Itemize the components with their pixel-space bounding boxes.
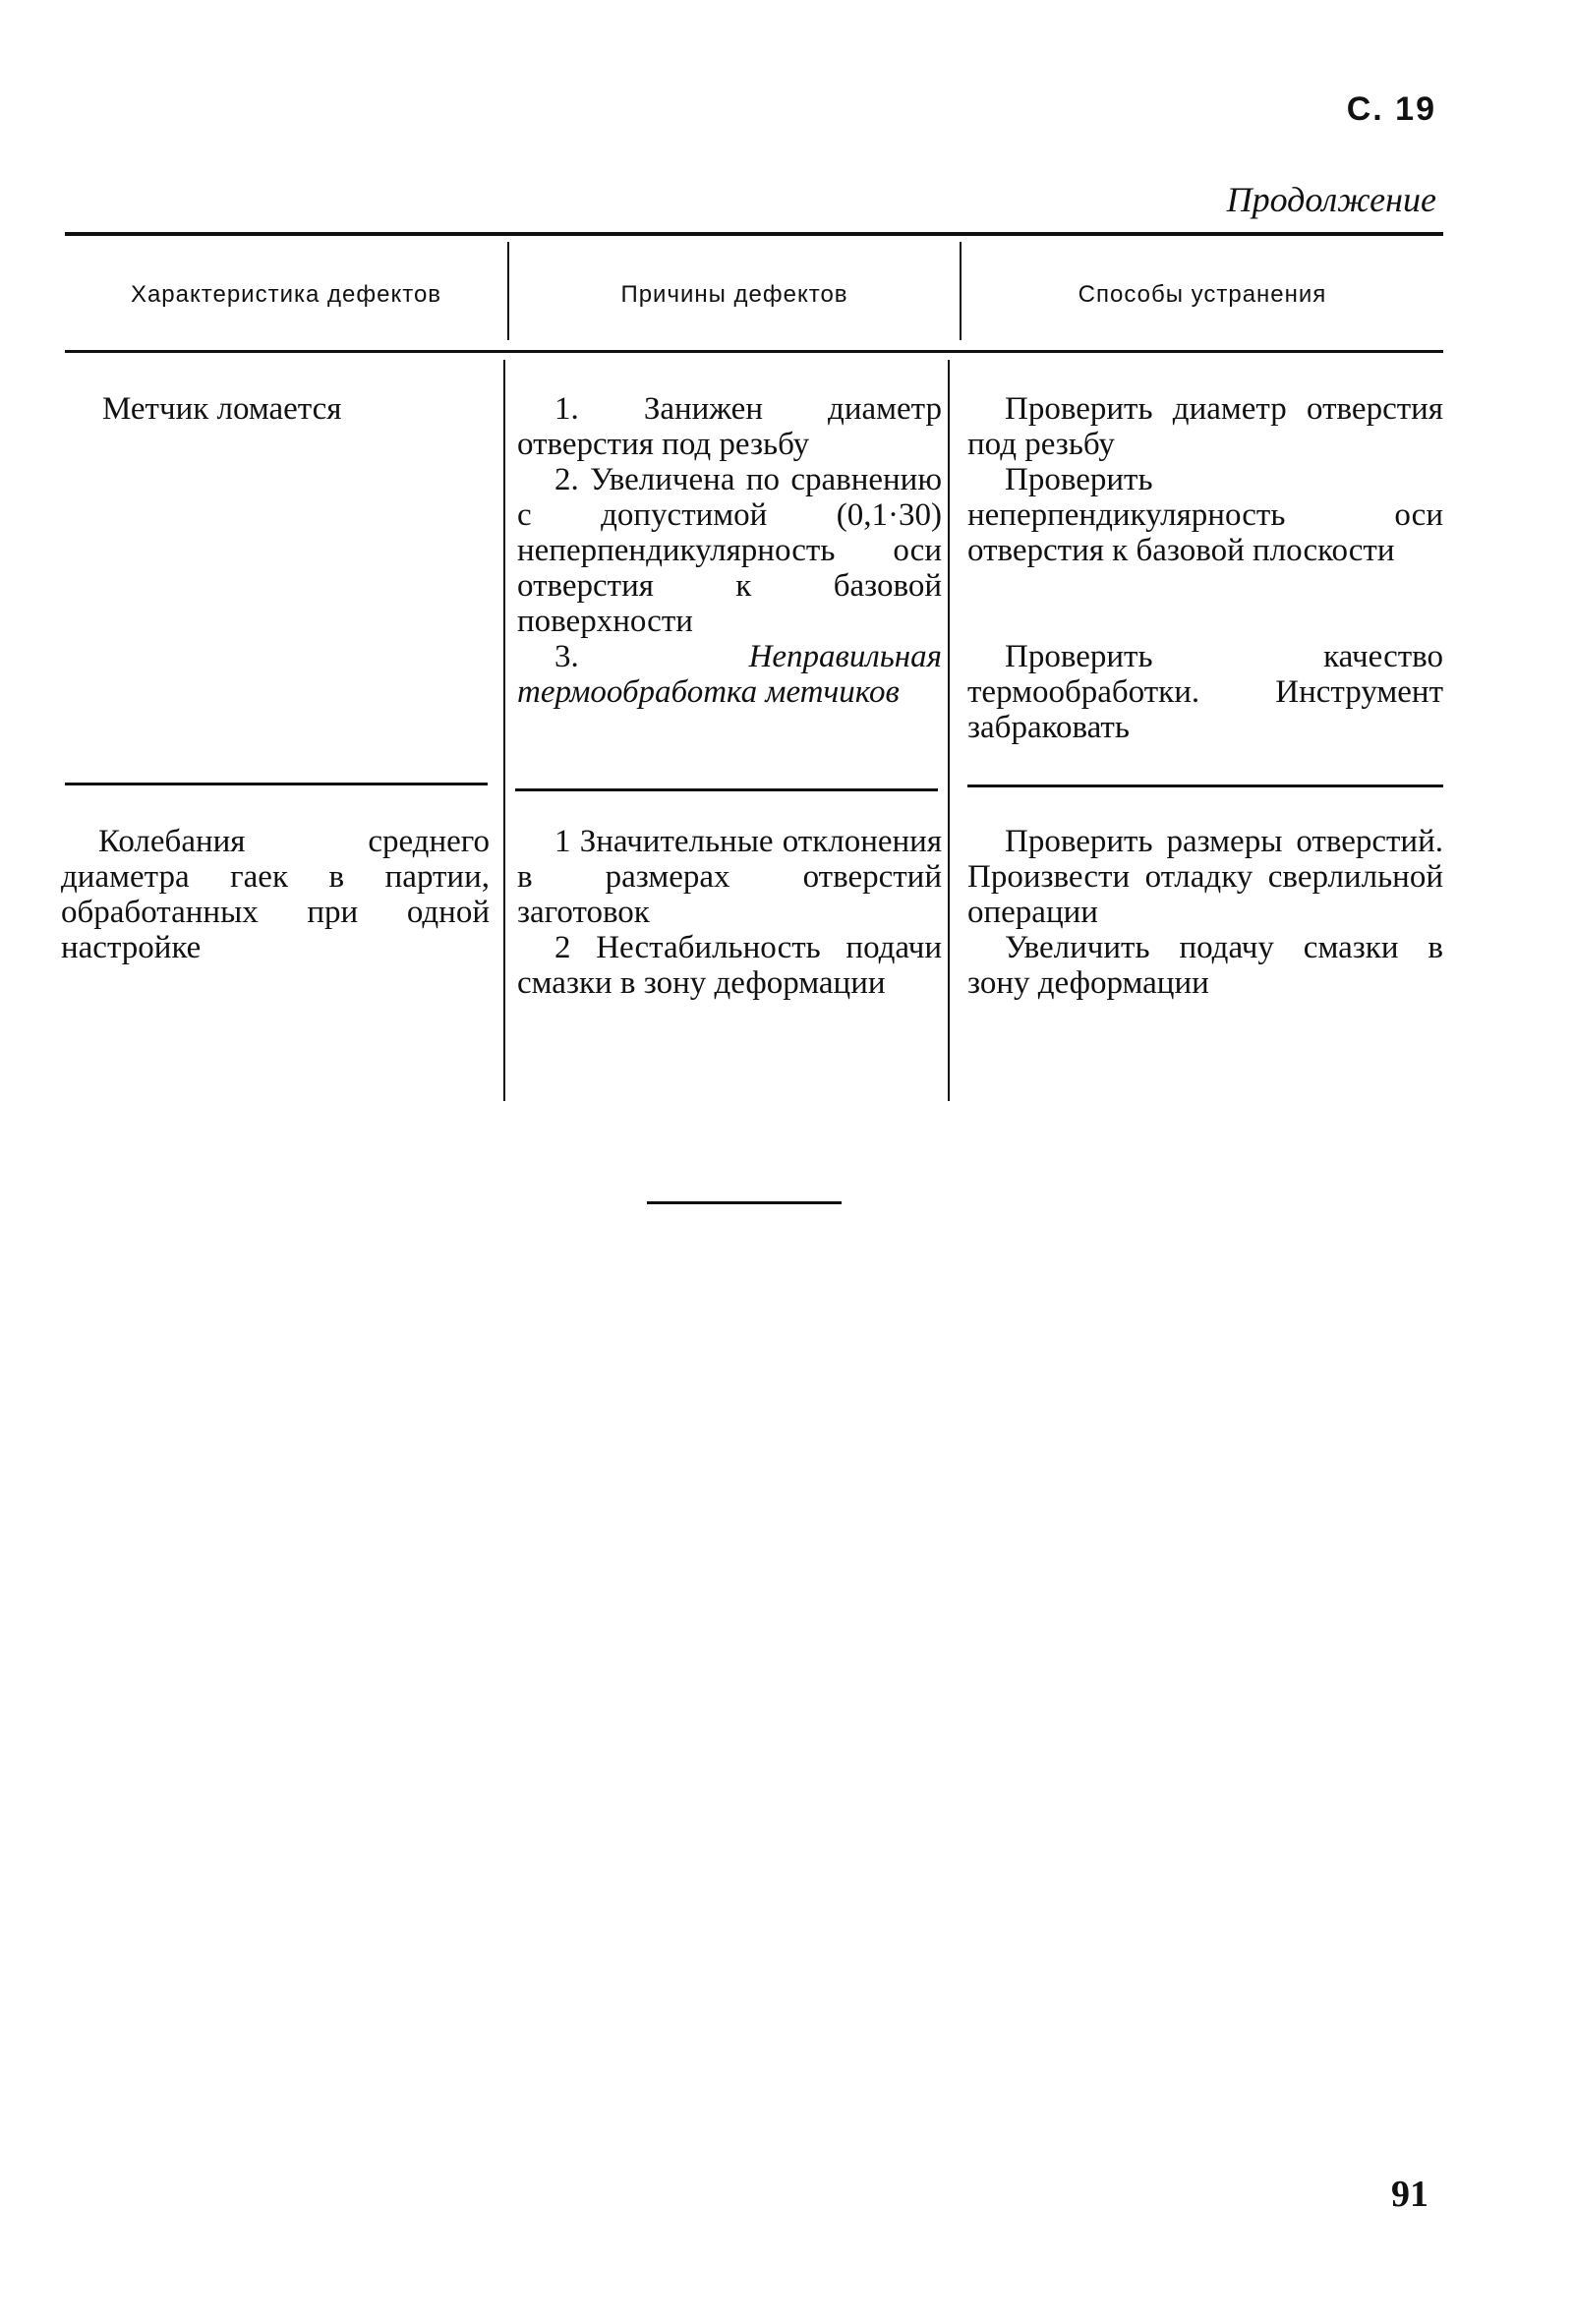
header-bottom-rule [65,350,1443,353]
page-number: 91 [1391,2174,1428,2215]
column-header-causes: Причины дефектов [620,281,848,308]
body-divider-1 [503,360,505,1101]
table-row-1-causes [517,391,942,710]
column-header-defect: Характеристика дефектов [130,281,442,308]
body-divider-2 [948,360,950,1101]
cause-item: 2 Нестабильность подачи смазки в зону деформации [517,930,942,1001]
table-row-2-remedies [967,824,1443,1001]
row-separator [515,788,938,791]
remedy-item: Проверить диаметр отверстия под резьбу [967,391,1443,462]
cause-item: 2. Увеличена по сравнению с допустимой (0,1·30) неперпендикулярность оси отверстия к базовой поверхности [517,462,942,639]
cause-item: 1 Значительные отклонения в размерах отверстий заготовок [517,824,942,930]
cause-item: 1. Занижен диаметр отверстия под резьбу [517,391,942,462]
row-separator [65,783,488,785]
remedy-item: Увеличить подачу смазки в зону деформации [967,930,1443,1001]
table-row-2-defect: Колебания среднего диаметра гаек в партии, обработанных при одной настройке [61,824,490,965]
table-row-1-remedies [967,391,1443,745]
end-rule [647,1201,842,1204]
cause-item: 3. Неправильная термообработка метчиков [517,639,942,710]
column-header-remedies: Способы устранения [1078,281,1327,308]
remedy-item: Проверить неперпендикулярность оси отверстия к базовой плоскости [967,462,1443,568]
remedy-item: Проверить размеры отверстий. Произвести отладку сверлильной операции [967,824,1443,930]
row-separator [967,784,1443,787]
table-row-1-defect: Метчик ломается [102,391,342,427]
continuation-label: Продолжение [1226,180,1436,219]
table-top-rule [65,232,1443,236]
page-label: С. 19 [1346,90,1436,128]
table-row-2-causes [517,824,942,1001]
remedy-item: Проверить качество термообработки. Инструмент забраковать [967,639,1443,745]
